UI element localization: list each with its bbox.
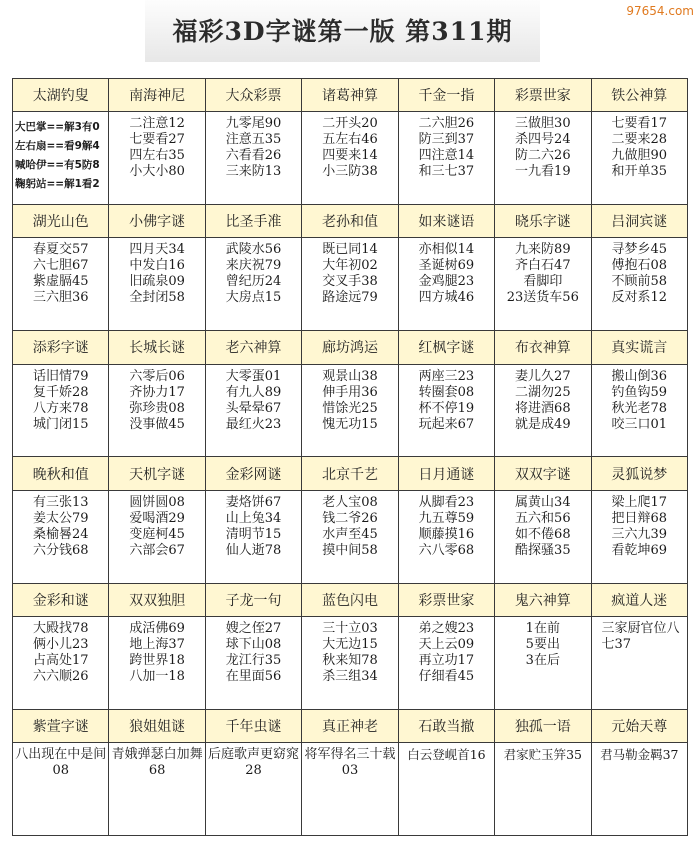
riddle-cell [591,616,687,709]
riddle-line: 全封闭58 [129,290,185,306]
riddle-line: 二六胆26 [418,116,475,132]
column-header: 真实谎言 [591,331,687,364]
riddle-cell [109,238,205,331]
riddle-line: 将进酒68 [515,400,571,416]
content-row [13,743,688,836]
riddle-line: 搬山倒36 [611,368,668,384]
riddle-cell [302,238,398,331]
column-header: 太湖钓叟 [13,79,109,112]
riddle-line: 清明节15 [225,526,282,542]
riddle-cell [398,112,494,205]
column-header: 灵狐说梦 [591,457,687,490]
riddle-cell [13,112,109,205]
riddle-line: 交叉手38 [322,274,378,290]
riddle-cell [13,364,109,457]
riddle-cell [109,490,205,583]
riddle-line: 杀三组34 [322,668,378,684]
riddle-line: 仙人逝78 [225,542,282,558]
riddle-line: 妻儿久27 [515,368,571,384]
riddle-line: 左右扇==看9解4 [15,140,100,153]
riddle-line: 龙江行35 [225,652,282,668]
content-row [13,364,688,457]
riddle-line: 防二六26 [515,148,571,164]
riddle-line: 注意五35 [225,132,282,148]
header-row [13,709,688,742]
riddle-cell [398,743,494,836]
riddle-line: 和三七37 [418,164,475,180]
riddle-cell [495,238,591,331]
riddle-cell [302,112,398,205]
riddle-line: 看乾坤69 [611,542,668,558]
riddle-line: 酷探骚35 [515,542,571,558]
riddle-line: 鞠躬站==解1看2 [15,178,100,191]
riddle-line: 四月天34 [129,242,185,258]
riddle-cell [205,616,301,709]
riddle-line: 七要看27 [129,132,185,148]
riddle-line: 弟之嫂23 [418,620,475,636]
riddle-line: 三做胆30 [515,116,571,132]
watermark: 97654.com [626,4,694,18]
riddle-line: 春夏交57 [32,242,89,258]
riddle-cell [302,364,398,457]
column-header: 双双独胆 [109,583,205,616]
riddle-line: 君马勒金羁37 [600,747,679,762]
riddle-line: 地上海37 [129,636,185,652]
riddle-line: 杀四号24 [515,132,571,148]
riddle-cell [591,364,687,457]
riddle-line: 城门闭15 [32,416,89,432]
riddle-line: 爱喝酒29 [129,510,185,526]
riddle-line: 秋光老78 [611,400,668,416]
riddle-line: 最红火23 [225,416,282,432]
riddle-line: 观景山38 [322,368,378,384]
riddle-line: 就是成49 [515,416,571,432]
riddle-line: 六六顺26 [32,668,89,684]
riddle-line: 天上云09 [418,636,475,652]
column-header: 老孙和值 [302,205,398,238]
riddle-line: 后庭歌声更窈窕28 [208,747,300,778]
riddle-cell [495,112,591,205]
riddle-line: 三六九39 [611,526,668,542]
column-header: 疯道人迷 [591,583,687,616]
riddle-cell [205,112,301,205]
riddle-cell [591,112,687,205]
riddle-cell [205,490,301,583]
column-header: 彩票世家 [398,583,494,616]
riddle-line: 摸中间58 [322,542,378,558]
riddle-line: 如不倦68 [515,526,571,542]
riddle-line: 三六胆36 [32,290,89,306]
column-header: 红枫字谜 [398,331,494,364]
riddle-line: 大殿找78 [32,620,89,636]
riddle-line: 傅抱石08 [611,258,668,274]
riddle-line: 话旧情79 [32,368,89,384]
riddle-cell [302,616,398,709]
riddle-line: 属黄山34 [515,494,571,510]
riddle-line: 二要来28 [611,132,668,148]
riddle-cell [13,616,109,709]
riddle-line: 齐白石47 [515,258,571,274]
riddle-cell [591,490,687,583]
column-header: 南海神尼 [109,79,205,112]
riddle-line: 亦相似14 [418,242,475,258]
riddle-line: 钓鱼钩59 [611,384,668,400]
column-header: 长城长谜 [109,331,205,364]
riddle-line: 大无边15 [322,636,378,652]
riddle-line: 四要来14 [322,148,378,164]
riddle-line: 圆饼圆08 [129,494,185,510]
riddle-line: 七要看17 [611,116,668,132]
column-header: 子龙一句 [205,583,301,616]
riddle-line: 杯不停19 [418,400,475,416]
riddle-line: 大年初02 [322,258,378,274]
column-header: 金彩网谜 [205,457,301,490]
riddle-line: 六零后06 [129,368,185,384]
riddle-line: 五六和56 [515,510,571,526]
riddle-line: 桑榆晷24 [32,526,89,542]
column-header: 如来谜语 [398,205,494,238]
column-header: 彩票世家 [495,79,591,112]
riddle-line: 钱二爷26 [322,510,378,526]
riddle-cell [109,743,205,836]
riddle-line: 占高处17 [32,652,89,668]
column-header: 铁公神算 [591,79,687,112]
riddle-cell [13,743,109,836]
riddle-line: 头晕晕67 [225,400,282,416]
column-header: 石敢当撤 [398,709,494,742]
column-header: 吕洞宾谜 [591,205,687,238]
riddle-line: 九零尾90 [225,116,282,132]
riddle-line: 23送货车56 [506,290,579,306]
riddle-cell [205,364,301,457]
riddle-line: 5要出 [525,636,560,652]
riddle-line: 五左右46 [322,132,378,148]
header-row [13,79,688,112]
riddle-line: 把日辩68 [611,510,668,526]
column-header: 蓝色闪电 [302,583,398,616]
riddle-cell [591,238,687,331]
riddle-line: 3在后 [525,652,560,668]
riddle-line: 和开单35 [611,164,668,180]
riddle-cell [302,490,398,583]
riddle-line: 有九人89 [225,384,282,400]
column-header: 廊坊鸿运 [302,331,398,364]
riddle-line: 四方城46 [418,290,475,306]
column-header: 鬼六神算 [495,583,591,616]
riddle-line: 三家厨官位八七37 [601,620,680,652]
riddle-line: 白云登岘首16 [407,747,486,762]
riddle-line: 大房点15 [225,290,282,306]
riddle-line: 跨世界18 [129,652,185,668]
riddle-line: 二湖勿25 [515,384,571,400]
riddle-line: 在里面56 [225,668,282,684]
content-row [13,616,688,709]
riddle-line: 大零蛋01 [225,368,282,384]
riddle-line: 九五尊59 [418,510,475,526]
riddle-cell [109,364,205,457]
column-header: 金彩和谜 [13,583,109,616]
riddle-line: 秋来知78 [322,652,378,668]
riddle-cell [109,112,205,205]
header-row [13,457,688,490]
riddle-line: 旧疏泉09 [129,274,185,290]
riddle-line: 没事做45 [129,416,185,432]
header-row [13,205,688,238]
riddle-line: 四左右35 [129,148,185,164]
column-header: 湖光山色 [13,205,109,238]
riddle-line: 武陵水56 [225,242,282,258]
riddle-cell [205,743,301,836]
riddle-line: 梁上爬17 [611,494,668,510]
riddle-line: 小三防38 [322,164,378,180]
riddle-line: 六看看26 [225,148,282,164]
riddle-line: 顺藤摸16 [418,526,475,542]
riddle-line: 二开头20 [322,116,378,132]
riddle-cell [13,238,109,331]
riddle-line: 四注意14 [418,148,475,164]
riddle-cell [495,743,591,836]
riddle-line: 九来防89 [515,242,571,258]
riddle-cell [591,743,687,836]
riddle-line: 八方来78 [32,400,89,416]
column-header: 布衣神算 [495,331,591,364]
riddle-line: 妻烙饼67 [225,494,282,510]
riddle-line: 三十立03 [322,620,378,636]
riddle-line: 愧无功15 [322,416,378,432]
riddle-line: 有三张13 [32,494,89,510]
riddle-line: 变庭柯45 [129,526,185,542]
riddle-cell [398,238,494,331]
riddle-line: 金鸡腿23 [418,274,475,290]
content-row [13,490,688,583]
riddle-line: 防三到37 [418,132,475,148]
riddle-line: 君家贮玉笄35 [503,747,583,762]
riddle-cell [495,490,591,583]
column-header: 晓乐字谜 [495,205,591,238]
content-row [13,238,688,331]
column-header: 大众彩票 [205,79,301,112]
riddle-line: 六七胆67 [32,258,89,274]
riddle-line: 紫虚膈45 [32,274,89,290]
riddle-line: 喊哈伊==有5防8 [15,159,100,172]
riddle-line: 伸手用36 [322,384,378,400]
column-header: 紫萱字谜 [13,709,109,742]
column-header: 北京千艺 [302,457,398,490]
riddle-line: 转圈套08 [418,384,475,400]
riddle-line: 寻梦乡45 [611,242,668,258]
riddle-line: 老人宝08 [322,494,378,510]
riddle-line: 齐协力17 [129,384,185,400]
riddle-line: 两座三23 [418,368,475,384]
riddle-line: 三来防13 [225,164,282,180]
column-header: 老六神算 [205,331,301,364]
riddle-line: 六八零68 [418,542,475,558]
riddle-line: 路途远79 [322,290,378,306]
riddle-line: 嫂之侄27 [225,620,282,636]
riddle-cell [13,490,109,583]
riddle-cell [495,364,591,457]
content-row [13,112,688,205]
riddle-line: 青娥弹瑟白加舞68 [111,747,203,778]
riddle-line: 小大小80 [129,164,185,180]
riddle-line: 咬三口01 [611,416,668,432]
riddle-line: 大巴掌==解3有0 [15,121,100,134]
riddle-line: 弥珍贵08 [129,400,185,416]
riddle-line: 不顾前58 [611,274,668,290]
riddle-line: 1在前 [525,620,560,636]
riddle-line: 曾纪历24 [225,274,282,290]
column-header: 诸葛神算 [302,79,398,112]
column-header: 双双字谜 [495,457,591,490]
riddle-line: 从脚看23 [418,494,475,510]
riddle-line: 姜太公79 [32,510,89,526]
riddle-line: 六分钱68 [32,542,89,558]
riddle-line: 惜馀光25 [322,400,378,416]
riddle-cell [398,616,494,709]
riddle-line: 一九看19 [515,164,571,180]
riddle-line: 山上兔34 [225,510,282,526]
riddle-line: 既已同14 [322,242,378,258]
riddle-line: 球下山08 [225,636,282,652]
riddle-line: 圣诞树69 [418,258,475,274]
riddle-cell [398,490,494,583]
riddle-line: 将军得名三十载03 [304,747,396,778]
column-header: 晚秋和值 [13,457,109,490]
riddle-line: 看脚印 [523,274,563,290]
riddle-cell [302,743,398,836]
header-row [13,331,688,364]
column-header: 天机字谜 [109,457,205,490]
riddle-line: 水声至45 [322,526,378,542]
riddle-line: 八出现在中是间08 [15,747,107,778]
riddle-line: 中发白16 [129,258,185,274]
column-header: 日月通谜 [398,457,494,490]
riddle-line: 再立功17 [418,652,475,668]
riddle-table [12,78,688,836]
header-row [13,583,688,616]
riddle-line: 八加一18 [129,668,185,684]
riddle-line: 复千娇28 [32,384,89,400]
riddle-line: 仔细看45 [418,668,475,684]
riddle-line: 反对系12 [611,290,668,306]
riddle-cell [109,616,205,709]
column-header: 小佛字谜 [109,205,205,238]
riddle-line: 九做胆90 [611,148,668,164]
riddle-cell [398,364,494,457]
riddle-line: 玩起来67 [418,416,475,432]
riddle-line: 成活佛69 [129,620,185,636]
riddle-cell [205,238,301,331]
column-header: 元始天尊 [591,709,687,742]
riddle-cell [495,616,591,709]
page-title: 福彩3D字谜第一版 第311期 [172,17,513,46]
column-header: 比圣手准 [205,205,301,238]
riddle-line: 六部会67 [129,542,185,558]
riddle-line: 俩小儿23 [32,636,89,652]
column-header: 真正神老 [302,709,398,742]
column-header: 千金一指 [398,79,494,112]
column-header: 添彩字谜 [13,331,109,364]
riddle-line: 二注意12 [129,116,185,132]
column-header: 狼姐姐谜 [109,709,205,742]
riddle-line: 来庆祝79 [225,258,282,274]
column-header: 独孤一语 [495,709,591,742]
column-header: 千年虫谜 [205,709,301,742]
